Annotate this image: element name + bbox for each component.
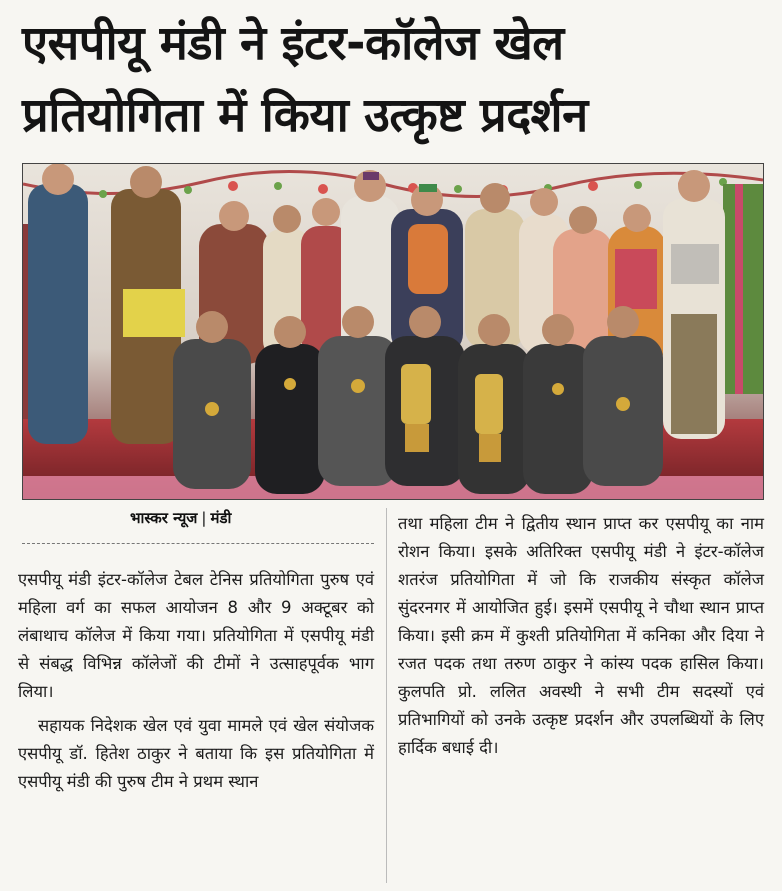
byline-location: मंडी [210,509,232,527]
headline-line-1: एसपीयू मंडी ने इंटर-कॉलेज खेल [22,16,564,71]
group-photo [22,163,764,500]
article-left-column [18,566,374,796]
article-paragraph-1: एसपीयू मंडी इंटर-कॉलेज टेबल टेनिस प्रतियोगिता पुरुष एवं महिला वर्ग का सफल आयोजन 8 और 9 अक्टूबर को लंबाथाच कॉलेज में किया गया। प्रतियोगिता में एसपीयू मंडी से संबद्ध विभिन्न कॉलेजों की टीमों ने उत्साहपूर्वक भाग लिया। [18,570,374,701]
article-paragraph-3: तथा महिला टीम ने द्वितीय स्थान प्राप्त कर एसपीयू का नाम रोशन किया। इसके अतिरिक्त एसपीयू मंडी ने इंटर-कॉलेज शतरंज प्रतियोगिता में जो कि राजकीय संस्कृत कॉलेज सुंदरनगर में आयोजित हुई। इसमें एसपीयू ने चौथा स्थान प्राप्त किया। इसी क्रम में कुश्ती प्रतियोगिता में कनिका और दिया ने रजत पदक तथा तरुण ठाकुर ने कांस्य पदक हासिल किया। कुलपति प्रो. ललित अवस्थी ने सभी टीम सदस्यों एवं प्रतिभागियों को उनके उत्कृष्ट प्रदर्शन और उपलब्धियों के लिए हार्दिक बधाई दी। [398,514,764,757]
byline [130,508,231,528]
byline-divider [22,543,374,544]
article-right-column [398,510,764,762]
group-photo-icon [23,164,763,499]
article-paragraph-2: सहायक निदेशक खेल एवं युवा मामले एवं खेल संयोजक एसपीयू डॉ. हितेश ठाकुर ने बताया कि इस प्रतियोगिता में एसपीयू मंडी की पुरुष टीम ने प्रथम स्थान [18,716,374,791]
byline-separator: | [201,509,207,527]
byline-source: भास्कर न्यूज [130,509,198,527]
headline [22,8,772,152]
column-divider [386,508,387,883]
headline-line-2: प्रतियोगिता में किया उत्कृष्ट प्रदर्शन [22,88,588,143]
